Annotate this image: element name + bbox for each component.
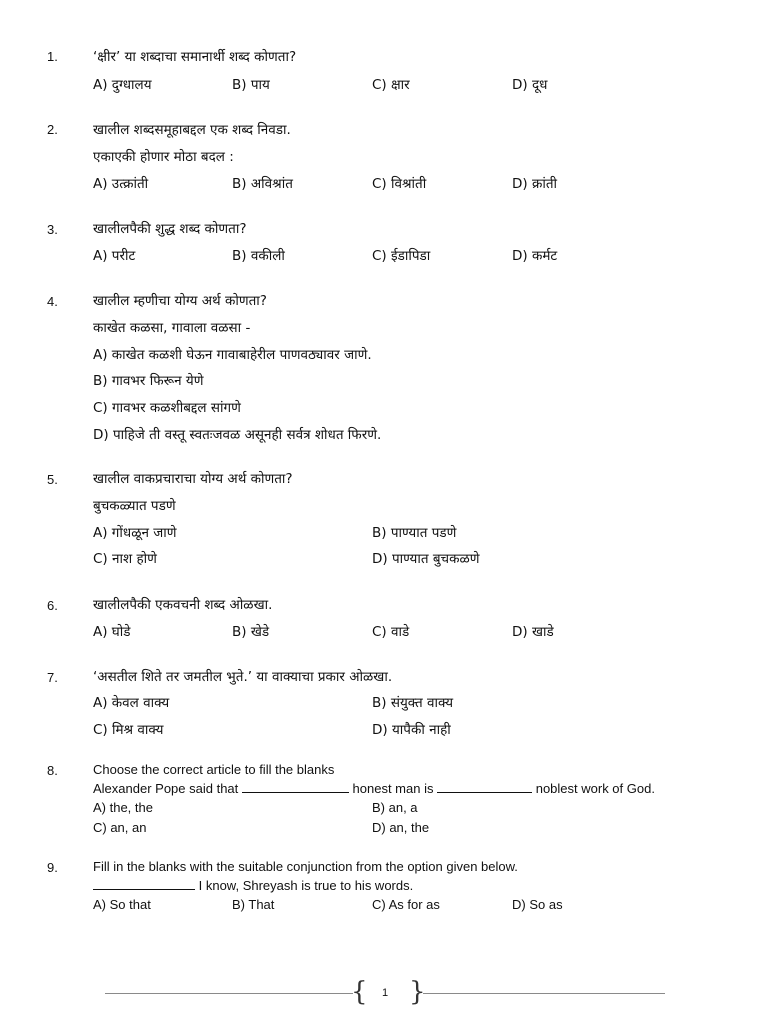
option-d: D) क्रांती: [512, 176, 558, 192]
answer-blank: [437, 781, 532, 793]
option-d: D) So as: [512, 897, 563, 912]
question-text: ‘क्षीर’ या शब्दाचा समानार्थी शब्द कोणता?: [93, 49, 297, 65]
footer-rule-left: [105, 993, 353, 994]
option-b: B) अविश्रांत: [232, 176, 293, 192]
question-number: 2.: [47, 122, 58, 137]
sentence-part: Alexander Pope said that: [93, 781, 239, 796]
question-text: खालीलपैकी एकवचनी शब्द ओळखा.: [93, 597, 273, 613]
option-c: C) an, an: [93, 820, 147, 835]
option-c: C) वाडे: [372, 624, 410, 640]
option-d: D) कर्मट: [512, 248, 558, 264]
answer-blank: [93, 878, 195, 890]
question-number: 1.: [47, 49, 58, 64]
right-brace-ornament: }: [409, 977, 426, 1007]
footer-rule-right: [423, 993, 665, 994]
answer-blank: [242, 781, 349, 793]
option-b: B) खेडे: [232, 624, 270, 640]
option-c: C) क्षार: [372, 77, 410, 93]
sentence-part: honest man is: [352, 781, 434, 796]
option-c: C) ईडापिडा: [372, 248, 431, 264]
fill-blank-sentence: [93, 781, 655, 796]
left-brace-ornament: {: [351, 977, 368, 1007]
option-a: A) दुग्धालय: [93, 77, 152, 93]
question-text: खालीलपैकी शुद्ध शब्द कोणता?: [93, 221, 247, 237]
option-b: B) गावभर फिरून येणे: [93, 373, 204, 389]
option-a: A) केवल वाक्य: [93, 695, 170, 711]
option-d: D) दूध: [512, 77, 548, 93]
question-text: Choose the correct article to fill the blanks: [93, 762, 335, 777]
option-c: C) As for as: [372, 897, 440, 912]
option-a: A) So that: [93, 897, 151, 912]
option-b: B) वकीली: [232, 248, 285, 264]
option-d: D) पाहिजे ती वस्तू स्वतःजवळ असूनही सर्वत्र शोधत फिरणे.: [93, 427, 382, 443]
question-text: ‘असतील शिते तर जमतील भुते.’ या वाक्याचा प्रकार ओळखा.: [93, 669, 393, 685]
option-a: A) घोडे: [93, 624, 131, 640]
option-b: B) an, a: [372, 800, 418, 815]
question-number: 6.: [47, 598, 58, 613]
option-d: D) खाडे: [512, 624, 554, 640]
option-a: A) the, the: [93, 800, 153, 815]
option-c: C) मिश्र वाक्य: [93, 722, 164, 738]
option-b: B) That: [232, 897, 275, 912]
option-c: C) नाश होणे: [93, 551, 157, 567]
question-text: खालील म्हणीचा योग्य अर्थ कोणता?: [93, 293, 267, 309]
option-a: A) उत्क्रांती: [93, 176, 149, 192]
option-d: D) an, the: [372, 820, 430, 835]
fill-blank-sentence: [93, 878, 413, 893]
option-b: B) संयुक्त वाक्य: [372, 695, 454, 711]
sentence-part: noblest work of God.: [535, 781, 655, 796]
option-a: A) परीट: [93, 248, 136, 264]
option-c: C) गावभर कळशीबद्दल सांगणे: [93, 400, 241, 416]
option-c: C) विश्रांती: [372, 176, 427, 192]
question-text: Fill in the blanks with the suitable conjunction from the option given below.: [93, 859, 518, 874]
option-a: A) गोंधळून जाणे: [93, 525, 177, 541]
question-number: 5.: [47, 472, 58, 487]
question-number: 7.: [47, 670, 58, 685]
question-text: खालील शब्दसमूहाबद्दल एक शब्द निवडा.: [93, 122, 291, 138]
option-d: D) यापैकी नाही: [372, 722, 451, 738]
question-number: 4.: [47, 294, 58, 309]
question-number: 3.: [47, 222, 58, 237]
question-subtext: काखेत कळसा, गावाला वळसा -: [93, 320, 251, 336]
option-b: B) पाण्यात पडणे: [372, 525, 457, 541]
option-a: A) काखेत कळशी घेऊन गावाबाहेरील पाणवठ्यावर जाणे.: [93, 347, 372, 363]
question-subtext: बुचकळ्यात पडणे: [93, 498, 176, 514]
option-b: B) पाय: [232, 77, 270, 93]
question-number: 9.: [47, 860, 58, 875]
question-text: खालील वाकप्रचाराचा योग्य अर्थ कोणता?: [93, 471, 293, 487]
question-subtext: एकाएकी होणार मोठा बदल :: [93, 149, 234, 165]
option-d: D) पाण्यात बुचकळणे: [372, 551, 480, 567]
page-number: 1: [381, 987, 389, 999]
sentence-part: I know, Shreyash is true to his words.: [198, 878, 414, 893]
question-number: 8.: [47, 763, 58, 778]
